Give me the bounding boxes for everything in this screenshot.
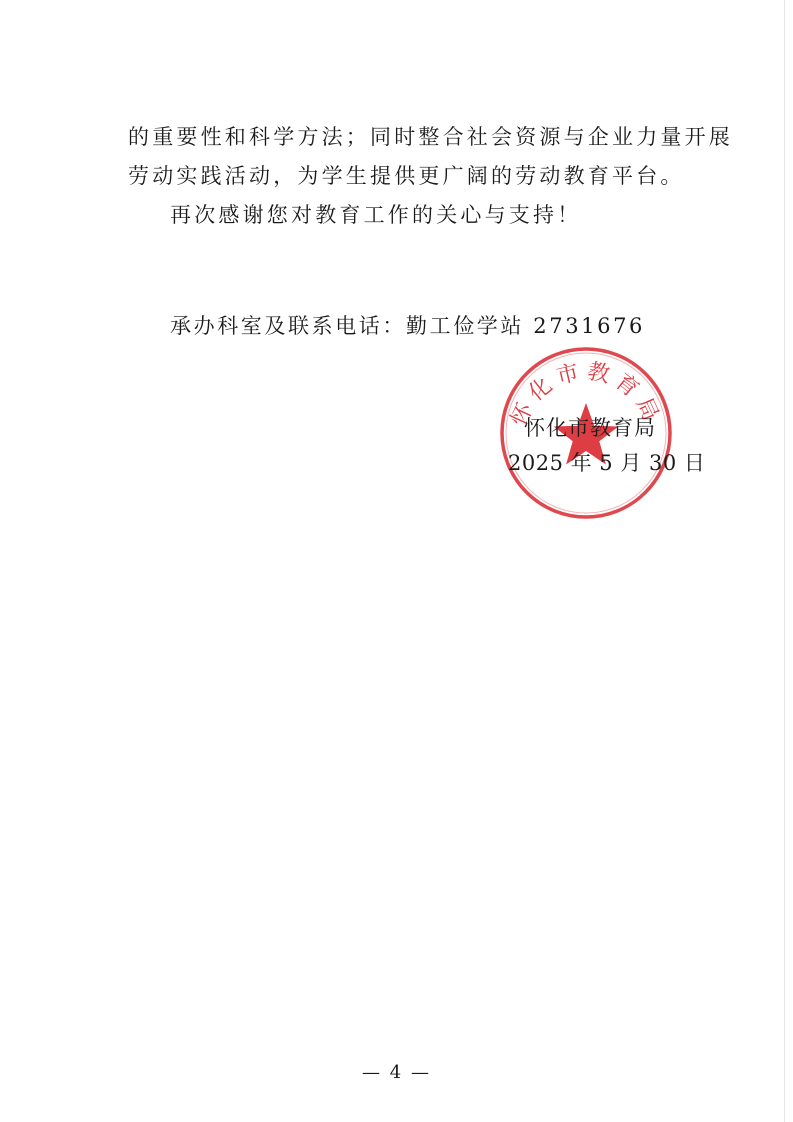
signature-date: 2025 年 5 月 30 日 [508, 451, 706, 475]
body-line-2: 劳动实践活动，为学生提供更广阔的劳动教育平台。 [128, 164, 685, 188]
page-edge-line [784, 0, 785, 1122]
page-number: — 4 — [362, 1062, 431, 1083]
thanks-line: 再次感谢您对教育工作的关心与支持！ [170, 203, 582, 227]
signature-org: 怀化市教育局 [524, 416, 656, 440]
svg-text:怀化市教育局: 怀化市教育局 [506, 359, 666, 431]
contact-line: 承办科室及联系电话：勤工俭学站 2731676 [170, 314, 645, 338]
body-line-1: 的重要性和科学方法；同时整合社会资源与企业力量开展 [128, 125, 733, 149]
